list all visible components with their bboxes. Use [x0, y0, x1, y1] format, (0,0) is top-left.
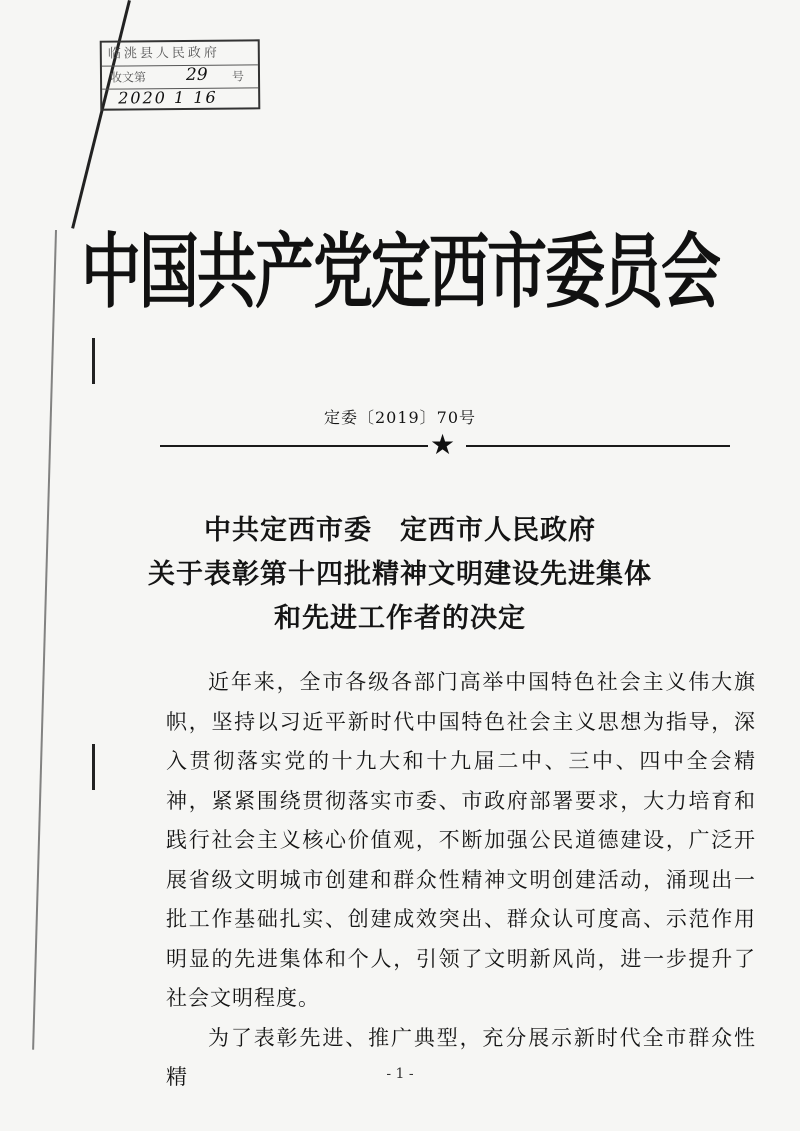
stamp-number-row [102, 64, 258, 89]
body-paragraph-1: 近年来，全市各级各部门高举中国特色社会主义伟大旗帜，坚持以习近平新时代中国特色社会主义思想为指导，深入贯彻落实党的十九大和十九届二中、三中、四中全会精神，紧紧围绕贯彻落实市委、市政府部署要求，大力培育和践行社会主义核心价值观，不断加强公民道德建设，广泛开展省级文明城市创建和群众性精神文明创建活动，涌现出一批工作基础扎实、创建成效突出、群众认可度高、示范作用明显的先进集体和个人，引领了文明新风尚，进一步提升了社会文明程度。 [166, 670, 756, 1010]
title-line-2: 关于表彰第十四批精神文明建设先进集体 [148, 559, 652, 590]
scan-edge-line [71, 0, 131, 229]
scan-mark [92, 338, 95, 384]
stamp-date: 2020 1 16 [118, 87, 218, 108]
page-number: - 1 - [386, 1066, 414, 1082]
title-line-1: 中共定西市委 定西市人民政府 [204, 515, 596, 546]
star-icon: ★ [430, 428, 456, 461]
body-paragraph-2: 为了表彰先进、推广典型，充分展示新时代全市群众性精 [166, 1025, 756, 1089]
stamp-date-row [102, 87, 258, 111]
document-number: 定委〔2019〕70号 [323, 408, 477, 427]
separator-rule-right [466, 445, 730, 447]
scan-mark [92, 744, 95, 790]
stamp-doc-number: 29 [185, 64, 208, 85]
scan-edge-line [32, 230, 57, 1050]
stamp-label: 收文第 [109, 70, 147, 85]
title-line-3: 和先进工作者的决定 [274, 603, 526, 634]
body-text [166, 663, 756, 1098]
stamp-org: 临洮县人民政府 [102, 41, 258, 66]
receipt-stamp [100, 39, 261, 110]
separator-rule-left [160, 445, 428, 447]
masthead-title: 中国共产党定西市委员会 [81, 225, 719, 321]
stamp-suffix: 号 [231, 69, 245, 84]
